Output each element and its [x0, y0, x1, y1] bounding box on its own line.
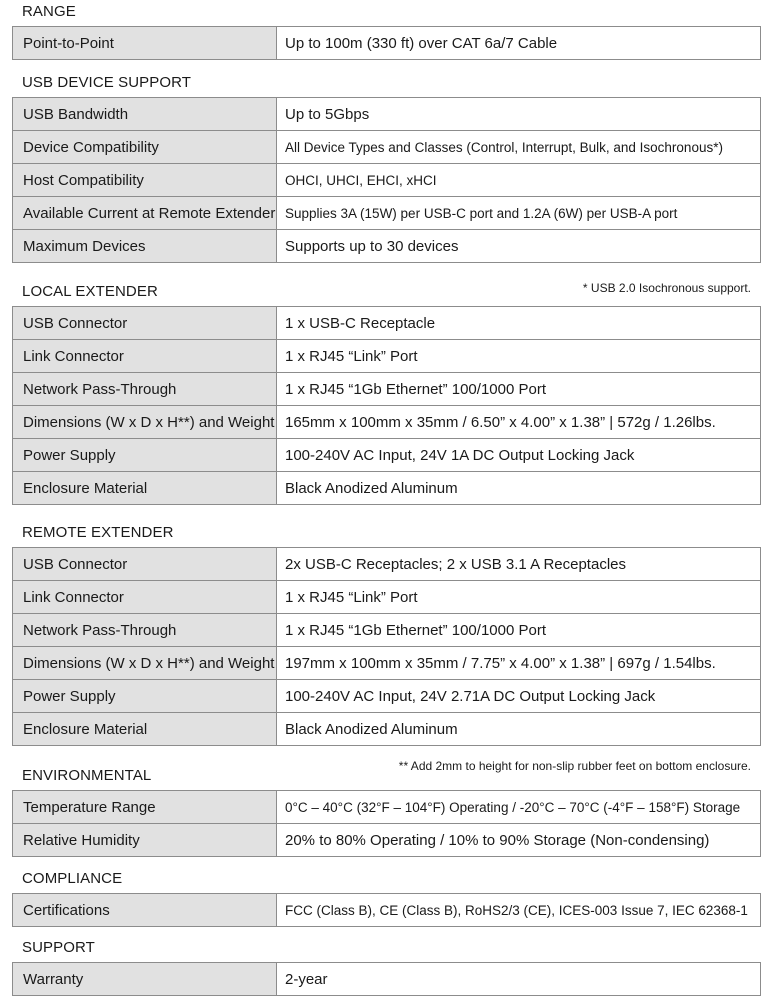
row-label: Enclosure Material [13, 713, 277, 746]
section-heading-row [12, 521, 761, 547]
section-heading-row [12, 759, 761, 790]
row-value: Up to 5Gbps [277, 98, 761, 131]
footnote-rubber-feet: ** Add 2mm to height for non-slip rubber feet on bottom enclosure. [398, 759, 751, 773]
section-heading-row [12, 936, 761, 962]
row-value: Supplies 3A (15W) per USB-C port and 1.2A (6W) per USB-A port [277, 197, 761, 230]
row-label: Network Pass-Through [13, 373, 277, 406]
row-label: Dimensions (W x D x H**) and Weight [13, 406, 277, 439]
table-row [13, 581, 761, 614]
table-row [13, 406, 761, 439]
row-label: Point-to-Point [13, 27, 277, 60]
section-local-extender [12, 280, 761, 505]
spec-table [12, 547, 761, 746]
table-row [13, 472, 761, 505]
row-value: 1 x RJ45 “1Gb Ethernet” 100/1000 Port [277, 373, 761, 406]
section-usb-device-support [12, 71, 761, 263]
spec-table [12, 97, 761, 263]
table-row [13, 373, 761, 406]
row-label: Maximum Devices [13, 230, 277, 263]
row-label: Power Supply [13, 439, 277, 472]
row-label: Power Supply [13, 680, 277, 713]
row-value: 1 x RJ45 “Link” Port [277, 340, 761, 373]
spec-table [12, 790, 761, 857]
section-heading: REMOTE EXTENDER [22, 524, 174, 541]
row-label: USB Connector [13, 548, 277, 581]
section-heading: RANGE [22, 3, 76, 20]
section-heading-row [12, 71, 761, 97]
row-label: Enclosure Material [13, 472, 277, 505]
row-label: USB Connector [13, 307, 277, 340]
section-support [12, 936, 761, 996]
row-value: All Device Types and Classes (Control, Interrupt, Bulk, and Isochronous*) [277, 131, 761, 164]
table-row [13, 614, 761, 647]
table-row [13, 307, 761, 340]
spec-table [12, 26, 761, 60]
section-heading-row [12, 0, 761, 26]
row-label: Available Current at Remote Extender [13, 197, 277, 230]
footnote-isochronous: * USB 2.0 Isochronous support. [582, 281, 751, 295]
row-value: 1 x USB-C Receptacle [277, 307, 761, 340]
table-row [13, 963, 761, 996]
row-value: FCC (Class B), CE (Class B), RoHS2/3 (CE), ICES-003 Issue 7, IEC 62368-1 [277, 894, 761, 927]
row-value: Black Anodized Aluminum [277, 472, 761, 505]
table-row [13, 791, 761, 824]
section-heading: LOCAL EXTENDER [22, 283, 158, 300]
table-row [13, 713, 761, 746]
row-label: USB Bandwidth [13, 98, 277, 131]
row-value: 2-year [277, 963, 761, 996]
section-compliance [12, 867, 761, 927]
row-value: 100-240V AC Input, 24V 2.71A DC Output Locking Jack [277, 680, 761, 713]
row-label: Network Pass-Through [13, 614, 277, 647]
table-row [13, 164, 761, 197]
row-value: OHCI, UHCI, EHCI, xHCI [277, 164, 761, 197]
row-label: Temperature Range [13, 791, 277, 824]
table-row [13, 647, 761, 680]
section-heading: SUPPORT [22, 939, 95, 956]
section-heading: ENVIRONMENTAL [22, 767, 152, 784]
row-value: 197mm x 100mm x 35mm / 7.75” x 4.00” x 1.38” | 697g / 1.54lbs. [277, 647, 761, 680]
table-row [13, 439, 761, 472]
section-heading: COMPLIANCE [22, 870, 123, 887]
row-label: Certifications [13, 894, 277, 927]
section-range [12, 0, 761, 60]
section-heading-row [12, 280, 761, 306]
table-row [13, 131, 761, 164]
row-label: Link Connector [13, 340, 277, 373]
table-row [13, 340, 761, 373]
row-value: 165mm x 100mm x 35mm / 6.50” x 4.00” x 1.38” | 572g / 1.26lbs. [277, 406, 761, 439]
row-value: Black Anodized Aluminum [277, 713, 761, 746]
row-value: 1 x RJ45 “1Gb Ethernet” 100/1000 Port [277, 614, 761, 647]
row-label: Dimensions (W x D x H**) and Weight [13, 647, 277, 680]
row-label: Host Compatibility [13, 164, 277, 197]
table-row [13, 197, 761, 230]
spec-table [12, 962, 761, 996]
row-value: 100-240V AC Input, 24V 1A DC Output Locking Jack [277, 439, 761, 472]
section-heading: USB DEVICE SUPPORT [22, 74, 192, 91]
row-value: Up to 100m (330 ft) over CAT 6a/7 Cable [277, 27, 761, 60]
spec-table [12, 306, 761, 505]
table-row [13, 824, 761, 857]
row-value: 20% to 80% Operating / 10% to 90% Storage (Non-condensing) [277, 824, 761, 857]
spec-table [12, 893, 761, 927]
table-row [13, 230, 761, 263]
section-heading-row [12, 867, 761, 893]
section-remote-extender [12, 521, 761, 746]
row-label: Warranty [13, 963, 277, 996]
section-environmental [12, 759, 761, 857]
row-value: 2x USB-C Receptacles; 2 x USB 3.1 A Receptacles [277, 548, 761, 581]
row-value: 1 x RJ45 “Link” Port [277, 581, 761, 614]
table-row [13, 680, 761, 713]
row-value: Supports up to 30 devices [277, 230, 761, 263]
table-row [13, 548, 761, 581]
table-row [13, 98, 761, 131]
table-row [13, 894, 761, 927]
row-value: 0°C – 40°C (32°F – 104°F) Operating / -20°C – 70°C (-4°F – 158°F) Storage [277, 791, 761, 824]
row-label: Device Compatibility [13, 131, 277, 164]
table-row [13, 27, 761, 60]
row-label: Relative Humidity [13, 824, 277, 857]
row-label: Link Connector [13, 581, 277, 614]
